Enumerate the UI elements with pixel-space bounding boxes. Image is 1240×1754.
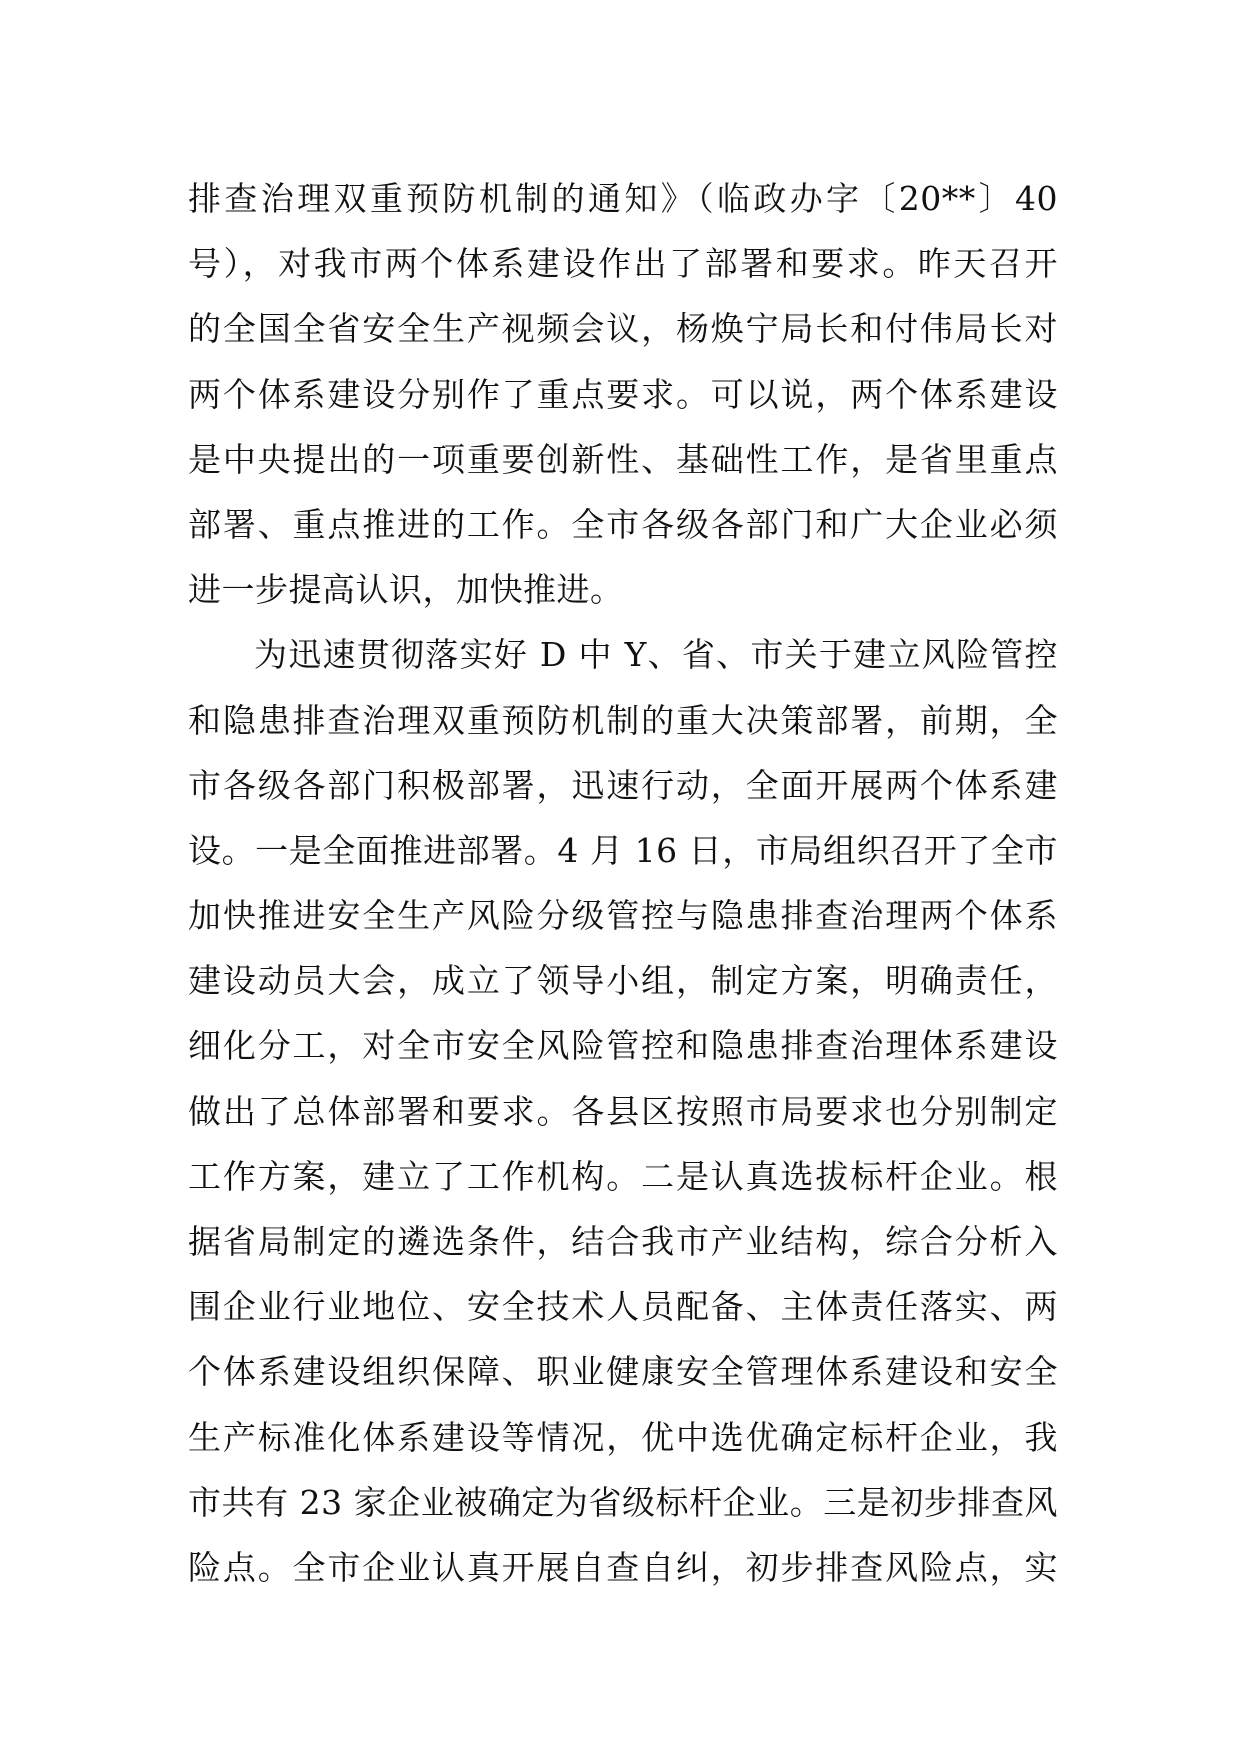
- text-line: 个体系建设组织保障、职业健康安全管理体系建设和安全: [188, 1352, 1058, 1392]
- text-line: 市共有 23 家企业被确定为省级标杆企业。三是初步排查风: [188, 1482, 1058, 1522]
- text-line: 两个体系建设分别作了重点要求。可以说，两个体系建设: [188, 374, 1058, 414]
- text-line: 是中央提出的一项重要创新性、基础性工作，是省里重点: [188, 439, 1058, 479]
- text-line: 设。一是全面推进部署。4 月 16 日，市局组织召开了全市: [188, 830, 1058, 870]
- text-line: 加快推进安全生产风险分级管控与隐患排查治理两个体系: [188, 896, 1058, 936]
- text-line: 建设动员大会，成立了领导小组，制定方案，明确责任，: [188, 961, 1058, 1001]
- text-line: 细化分工，对全市安全风险管控和隐患排查治理体系建设: [188, 1026, 1058, 1066]
- text-line: 据省局制定的遴选条件，结合我市产业结构，综合分析入: [188, 1222, 1058, 1261]
- text-line: 市各级各部门积极部署，迅速行动，全面开展两个体系建: [188, 765, 1058, 805]
- text-line: 工作方案，建立了工作机构。二是认真选拔标杆企业。根: [188, 1156, 1058, 1196]
- text-line: 险点。全市企业认真开展自查自纠，初步排查风险点，实: [188, 1547, 1058, 1587]
- paragraph: [188, 622, 1058, 1600]
- text-line: 排查治理双重预防机制的通知》（临政办字〔20**〕40: [188, 179, 1058, 218]
- paragraph: [188, 166, 1058, 622]
- text-line: 为迅速贯彻落实好 D 中 Y、省、市关于建立风险管控: [254, 635, 1058, 675]
- text-line: 生产标准化体系建设等情况，优中选优确定标杆企业，我: [188, 1417, 1058, 1457]
- text-line: 号），对我市两个体系建设作出了部署和要求。昨天召开: [188, 244, 1058, 284]
- text-line: 围企业行业地位、安全技术人员配备、主体责任落实、两: [188, 1287, 1058, 1327]
- text-line: 进一步提高认识，加快推进。: [188, 570, 624, 610]
- body-text: [188, 166, 1058, 1600]
- text-line: 和隐患排查治理双重预防机制的重大决策部署，前期，全: [188, 700, 1058, 740]
- text-line: 做出了总体部署和要求。各县区按照市局要求也分别制定: [188, 1091, 1058, 1131]
- text-line: 的全国全省安全生产视频会议，杨焕宁局长和付伟局长对: [188, 309, 1058, 349]
- text-line: 部署、重点推进的工作。全市各级各部门和广大企业必须: [188, 504, 1058, 544]
